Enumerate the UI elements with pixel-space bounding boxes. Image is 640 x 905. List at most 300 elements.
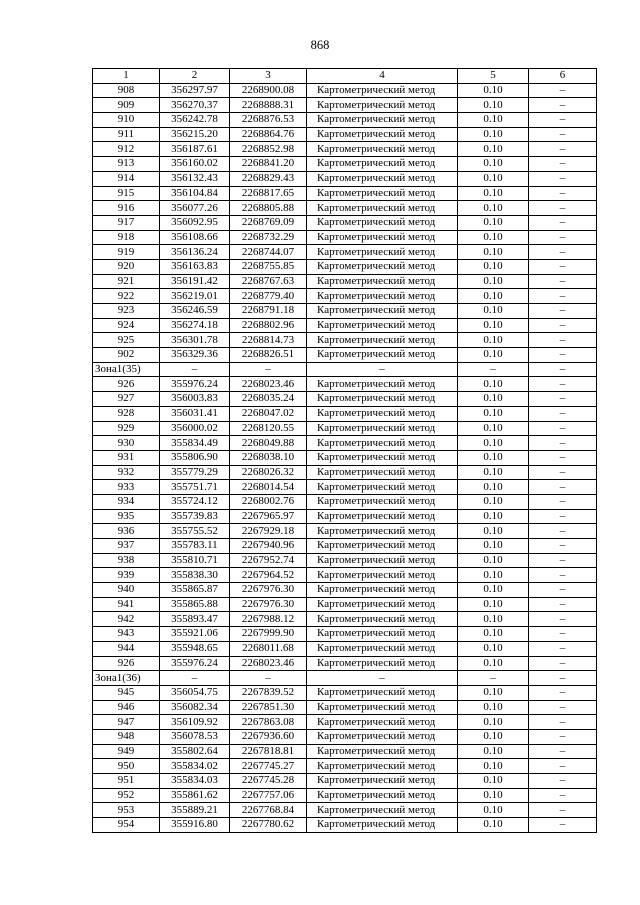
point-number-cell: 908 <box>93 83 160 98</box>
table-row <box>93 98 597 113</box>
x-coordinate-cell: 355948.65 <box>160 641 230 656</box>
y-coordinate-cell: 2267976.30 <box>230 597 307 612</box>
point-number-cell: 917 <box>93 215 160 230</box>
x-coordinate-cell: 356082.34 <box>160 700 230 715</box>
point-number-cell: 931 <box>93 450 160 465</box>
y-coordinate-cell: 2268841.20 <box>230 157 307 172</box>
note-cell: – <box>529 142 597 157</box>
accuracy-cell: 0.10 <box>458 113 529 128</box>
method-cell: Картометрический метод <box>307 259 458 274</box>
note-cell: – <box>529 289 597 304</box>
table-row <box>93 509 597 524</box>
accuracy-cell: 0.10 <box>458 774 529 789</box>
x-coordinate-cell: 356092.95 <box>160 215 230 230</box>
accuracy-cell: 0.10 <box>458 259 529 274</box>
note-cell: – <box>529 480 597 495</box>
accuracy-cell: 0.10 <box>458 494 529 509</box>
x-coordinate-cell: 355739.83 <box>160 509 230 524</box>
point-number-cell: 924 <box>93 318 160 333</box>
point-number-cell: 911 <box>93 127 160 142</box>
note-cell: – <box>529 98 597 113</box>
x-coordinate-cell: 356270.37 <box>160 98 230 113</box>
table-row <box>93 201 597 216</box>
note-cell: – <box>529 348 597 363</box>
y-coordinate-cell: 2267851.30 <box>230 700 307 715</box>
table-row <box>93 377 597 392</box>
column-header-6: 6 <box>529 69 597 84</box>
accuracy-cell: 0.10 <box>458 377 529 392</box>
point-number-cell: 948 <box>93 729 160 744</box>
accuracy-cell: 0.10 <box>458 318 529 333</box>
y-coordinate-cell: 2267745.27 <box>230 759 307 774</box>
accuracy-cell: 0.10 <box>458 715 529 730</box>
accuracy-cell: 0.10 <box>458 348 529 363</box>
x-coordinate-cell: 355724.12 <box>160 494 230 509</box>
accuracy-cell: 0.10 <box>458 612 529 627</box>
y-coordinate-cell: 2268120.55 <box>230 421 307 436</box>
method-cell: Картометрический метод <box>307 113 458 128</box>
y-coordinate-cell: 2268002.76 <box>230 494 307 509</box>
method-cell: Картометрический метод <box>307 127 458 142</box>
table-row <box>93 113 597 128</box>
method-cell: – <box>307 671 458 686</box>
table-row <box>93 729 597 744</box>
accuracy-cell: 0.10 <box>458 568 529 583</box>
accuracy-cell: 0.10 <box>458 406 529 421</box>
point-number-cell: 930 <box>93 436 160 451</box>
note-cell: – <box>529 392 597 407</box>
note-cell: – <box>529 744 597 759</box>
table-row <box>93 597 597 612</box>
table-row <box>93 494 597 509</box>
method-cell: Картометрический метод <box>307 157 458 172</box>
y-coordinate-cell: 2267976.30 <box>230 583 307 598</box>
table-row <box>93 774 597 789</box>
note-cell: – <box>529 627 597 642</box>
method-cell: Картометрический метод <box>307 612 458 627</box>
table-row <box>93 788 597 803</box>
x-coordinate-cell: 355751.71 <box>160 480 230 495</box>
y-coordinate-cell: 2268876.53 <box>230 113 307 128</box>
point-number-cell: 953 <box>93 803 160 818</box>
accuracy-cell: 0.10 <box>458 803 529 818</box>
table-row <box>93 348 597 363</box>
x-coordinate-cell: 355783.11 <box>160 539 230 554</box>
table-row <box>93 465 597 480</box>
table-row <box>93 157 597 172</box>
y-coordinate-cell: 2267768.84 <box>230 803 307 818</box>
y-coordinate-cell: 2268852.98 <box>230 142 307 157</box>
y-coordinate-cell: 2267780.62 <box>230 818 307 833</box>
method-cell: Картометрический метод <box>307 788 458 803</box>
method-cell: Картометрический метод <box>307 465 458 480</box>
note-cell: – <box>529 524 597 539</box>
accuracy-cell: 0.10 <box>458 583 529 598</box>
method-cell: Картометрический метод <box>307 289 458 304</box>
point-number-cell: 928 <box>93 406 160 421</box>
point-number-cell: 939 <box>93 568 160 583</box>
y-coordinate-cell: – <box>230 362 307 377</box>
note-cell: – <box>529 597 597 612</box>
method-cell: Картометрический метод <box>307 539 458 554</box>
accuracy-cell: 0.10 <box>458 759 529 774</box>
table-row <box>93 142 597 157</box>
y-coordinate-cell: 2268900.08 <box>230 83 307 98</box>
x-coordinate-cell: 355865.88 <box>160 597 230 612</box>
note-cell: – <box>529 421 597 436</box>
note-cell: – <box>529 259 597 274</box>
point-number-cell: 920 <box>93 259 160 274</box>
note-cell: – <box>529 539 597 554</box>
accuracy-cell: – <box>458 362 529 377</box>
accuracy-cell: 0.10 <box>458 142 529 157</box>
x-coordinate-cell: 355889.21 <box>160 803 230 818</box>
x-coordinate-cell: 355779.29 <box>160 465 230 480</box>
point-number-cell: 941 <box>93 597 160 612</box>
note-cell: – <box>529 465 597 480</box>
accuracy-cell: 0.10 <box>458 627 529 642</box>
y-coordinate-cell: 2267839.52 <box>230 685 307 700</box>
note-cell: – <box>529 436 597 451</box>
y-coordinate-cell: 2268049.88 <box>230 436 307 451</box>
method-cell: Картометрический метод <box>307 215 458 230</box>
accuracy-cell: 0.10 <box>458 480 529 495</box>
method-cell: Картометрический метод <box>307 553 458 568</box>
y-coordinate-cell: 2267929.18 <box>230 524 307 539</box>
accuracy-cell: 0.10 <box>458 230 529 245</box>
table-row <box>93 245 597 260</box>
accuracy-cell: 0.10 <box>458 98 529 113</box>
x-coordinate-cell: 355893.47 <box>160 612 230 627</box>
point-number-cell: 935 <box>93 509 160 524</box>
point-number-cell: 914 <box>93 171 160 186</box>
point-number-cell: 910 <box>93 113 160 128</box>
y-coordinate-cell: 2268732.29 <box>230 230 307 245</box>
y-coordinate-cell: 2268023.46 <box>230 656 307 671</box>
accuracy-cell: 0.10 <box>458 215 529 230</box>
table-row <box>93 259 597 274</box>
note-cell: – <box>529 377 597 392</box>
column-header-3: 3 <box>230 69 307 84</box>
x-coordinate-cell: 355916.80 <box>160 818 230 833</box>
note-cell: – <box>529 494 597 509</box>
x-coordinate-cell: 356215.20 <box>160 127 230 142</box>
table-row <box>93 685 597 700</box>
method-cell: Картометрический метод <box>307 392 458 407</box>
y-coordinate-cell: 2268755.85 <box>230 259 307 274</box>
note-cell: – <box>529 186 597 201</box>
column-header-1: 1 <box>93 69 160 84</box>
accuracy-cell: 0.10 <box>458 744 529 759</box>
x-coordinate-cell: 356187.61 <box>160 142 230 157</box>
point-number-cell: 940 <box>93 583 160 598</box>
note-cell: – <box>529 245 597 260</box>
y-coordinate-cell: 2268767.63 <box>230 274 307 289</box>
x-coordinate-cell: 356191.42 <box>160 274 230 289</box>
method-cell: Картометрический метод <box>307 818 458 833</box>
note-cell: – <box>529 171 597 186</box>
accuracy-cell: 0.10 <box>458 201 529 216</box>
point-number-cell: 921 <box>93 274 160 289</box>
x-coordinate-cell: 356163.83 <box>160 259 230 274</box>
note-cell: – <box>529 656 597 671</box>
x-coordinate-cell: 355976.24 <box>160 656 230 671</box>
point-number-cell: 925 <box>93 333 160 348</box>
y-coordinate-cell: 2268864.76 <box>230 127 307 142</box>
accuracy-cell: 0.10 <box>458 171 529 186</box>
x-coordinate-cell: 355802.64 <box>160 744 230 759</box>
x-coordinate-cell: 356301.78 <box>160 333 230 348</box>
table-row <box>93 744 597 759</box>
note-cell: – <box>529 450 597 465</box>
x-coordinate-cell: 356136.24 <box>160 245 230 260</box>
table-row <box>93 715 597 730</box>
note-cell: – <box>529 803 597 818</box>
method-cell: Картометрический метод <box>307 406 458 421</box>
zone-label-cell: Зона1(35) <box>93 362 160 377</box>
point-number-cell: 902 <box>93 348 160 363</box>
table-row <box>93 700 597 715</box>
coordinates-table <box>92 68 597 833</box>
x-coordinate-cell: 355810.71 <box>160 553 230 568</box>
y-coordinate-cell: 2268023.46 <box>230 377 307 392</box>
y-coordinate-cell: 2268817.65 <box>230 186 307 201</box>
accuracy-cell: 0.10 <box>458 304 529 319</box>
y-coordinate-cell: 2267745.28 <box>230 774 307 789</box>
table-row <box>93 127 597 142</box>
table-row <box>93 406 597 421</box>
x-coordinate-cell: 355806.90 <box>160 450 230 465</box>
method-cell: Картометрический метод <box>307 377 458 392</box>
table-row <box>93 186 597 201</box>
y-coordinate-cell: 2267818.81 <box>230 744 307 759</box>
method-cell: Картометрический метод <box>307 230 458 245</box>
accuracy-cell: 0.10 <box>458 186 529 201</box>
point-number-cell: 918 <box>93 230 160 245</box>
x-coordinate-cell: 356132.43 <box>160 171 230 186</box>
table-row <box>93 230 597 245</box>
table-row <box>93 818 597 833</box>
method-cell: Картометрический метод <box>307 524 458 539</box>
x-coordinate-cell: 356108.66 <box>160 230 230 245</box>
method-cell: Картометрический метод <box>307 744 458 759</box>
method-cell: Картометрический метод <box>307 715 458 730</box>
column-header-2: 2 <box>160 69 230 84</box>
method-cell: Картометрический метод <box>307 421 458 436</box>
x-coordinate-cell: 356054.75 <box>160 685 230 700</box>
x-coordinate-cell: 356031.41 <box>160 406 230 421</box>
y-coordinate-cell: 2268888.31 <box>230 98 307 113</box>
accuracy-cell: 0.10 <box>458 289 529 304</box>
accuracy-cell: 0.10 <box>458 788 529 803</box>
accuracy-cell: 0.10 <box>458 157 529 172</box>
accuracy-cell: 0.10 <box>458 524 529 539</box>
point-number-cell: 933 <box>93 480 160 495</box>
y-coordinate-cell: 2268744.07 <box>230 245 307 260</box>
note-cell: – <box>529 113 597 128</box>
accuracy-cell: 0.10 <box>458 597 529 612</box>
y-coordinate-cell: 2267936.60 <box>230 729 307 744</box>
y-coordinate-cell: 2268035.24 <box>230 392 307 407</box>
point-number-cell: 919 <box>93 245 160 260</box>
accuracy-cell: 0.10 <box>458 274 529 289</box>
accuracy-cell: 0.10 <box>458 465 529 480</box>
accuracy-cell: 0.10 <box>458 539 529 554</box>
note-cell: – <box>529 230 597 245</box>
table-row <box>93 583 597 598</box>
x-coordinate-cell: 356109.92 <box>160 715 230 730</box>
y-coordinate-cell: 2268814.73 <box>230 333 307 348</box>
point-number-cell: 952 <box>93 788 160 803</box>
x-coordinate-cell: 355976.24 <box>160 377 230 392</box>
table-row <box>93 392 597 407</box>
x-coordinate-cell: 356297.97 <box>160 83 230 98</box>
accuracy-cell: 0.10 <box>458 127 529 142</box>
table-row <box>93 524 597 539</box>
y-coordinate-cell: 2268038.10 <box>230 450 307 465</box>
y-coordinate-cell: 2268026.32 <box>230 465 307 480</box>
point-number-cell: 949 <box>93 744 160 759</box>
accuracy-cell: – <box>458 671 529 686</box>
point-number-cell: 938 <box>93 553 160 568</box>
method-cell: Картометрический метод <box>307 450 458 465</box>
method-cell: Картометрический метод <box>307 304 458 319</box>
y-coordinate-cell: 2268829.43 <box>230 171 307 186</box>
method-cell: Картометрический метод <box>307 568 458 583</box>
y-coordinate-cell: 2268805.88 <box>230 201 307 216</box>
note-cell: – <box>529 304 597 319</box>
table-row <box>93 480 597 495</box>
point-number-cell: 943 <box>93 627 160 642</box>
y-coordinate-cell: 2268791.18 <box>230 304 307 319</box>
point-number-cell: 923 <box>93 304 160 319</box>
x-coordinate-cell: 355865.87 <box>160 583 230 598</box>
note-cell: – <box>529 729 597 744</box>
method-cell: – <box>307 362 458 377</box>
table-row <box>93 450 597 465</box>
method-cell: Картометрический метод <box>307 201 458 216</box>
table-body <box>93 83 597 832</box>
x-coordinate-cell: 356077.26 <box>160 201 230 216</box>
x-coordinate-cell: 356104.84 <box>160 186 230 201</box>
note-cell: – <box>529 215 597 230</box>
note-cell: – <box>529 127 597 142</box>
note-cell: – <box>529 671 597 686</box>
method-cell: Картометрический метод <box>307 436 458 451</box>
x-coordinate-cell: 355921.06 <box>160 627 230 642</box>
y-coordinate-cell: 2267952.74 <box>230 553 307 568</box>
point-number-cell: 951 <box>93 774 160 789</box>
x-coordinate-cell: 356329.36 <box>160 348 230 363</box>
note-cell: – <box>529 274 597 289</box>
y-coordinate-cell: 2267965.97 <box>230 509 307 524</box>
accuracy-cell: 0.10 <box>458 450 529 465</box>
note-cell: – <box>529 406 597 421</box>
point-number-cell: 912 <box>93 142 160 157</box>
table-row <box>93 553 597 568</box>
note-cell: – <box>529 759 597 774</box>
x-coordinate-cell: 356219.01 <box>160 289 230 304</box>
table-row <box>93 171 597 186</box>
zone-row <box>93 362 597 377</box>
y-coordinate-cell: 2267863.08 <box>230 715 307 730</box>
table-row <box>93 539 597 554</box>
y-coordinate-cell: 2268011.68 <box>230 641 307 656</box>
method-cell: Картометрический метод <box>307 597 458 612</box>
method-cell: Картометрический метод <box>307 803 458 818</box>
note-cell: – <box>529 362 597 377</box>
y-coordinate-cell: 2268802.96 <box>230 318 307 333</box>
table-row <box>93 568 597 583</box>
table-row <box>93 83 597 98</box>
method-cell: Картометрический метод <box>307 656 458 671</box>
table-row <box>93 421 597 436</box>
table-header-row <box>93 69 597 84</box>
point-number-cell: 929 <box>93 421 160 436</box>
method-cell: Картометрический метод <box>307 729 458 744</box>
method-cell: Картометрический метод <box>307 583 458 598</box>
table-row <box>93 274 597 289</box>
accuracy-cell: 0.10 <box>458 729 529 744</box>
table-row <box>93 289 597 304</box>
point-number-cell: 944 <box>93 641 160 656</box>
table-row <box>93 318 597 333</box>
y-coordinate-cell: 2268779.40 <box>230 289 307 304</box>
table-row <box>93 656 597 671</box>
point-number-cell: 932 <box>93 465 160 480</box>
x-coordinate-cell: 356003.83 <box>160 392 230 407</box>
point-number-cell: 946 <box>93 700 160 715</box>
note-cell: – <box>529 774 597 789</box>
note-cell: – <box>529 685 597 700</box>
x-coordinate-cell: 356160.02 <box>160 157 230 172</box>
note-cell: – <box>529 818 597 833</box>
note-cell: – <box>529 583 597 598</box>
x-coordinate-cell: 355838.30 <box>160 568 230 583</box>
x-coordinate-cell: 355834.02 <box>160 759 230 774</box>
method-cell: Картометрический метод <box>307 480 458 495</box>
zone-label-cell: Зона1(36) <box>93 671 160 686</box>
accuracy-cell: 0.10 <box>458 553 529 568</box>
method-cell: Картометрический метод <box>307 759 458 774</box>
method-cell: Картометрический метод <box>307 627 458 642</box>
zone-row <box>93 671 597 686</box>
table-row <box>93 803 597 818</box>
note-cell: – <box>529 553 597 568</box>
method-cell: Картометрический метод <box>307 98 458 113</box>
point-number-cell: 927 <box>93 392 160 407</box>
accuracy-cell: 0.10 <box>458 333 529 348</box>
x-coordinate-cell: – <box>160 671 230 686</box>
point-number-cell: 916 <box>93 201 160 216</box>
method-cell: Картометрический метод <box>307 494 458 509</box>
note-cell: – <box>529 509 597 524</box>
accuracy-cell: 0.10 <box>458 392 529 407</box>
point-number-cell: 937 <box>93 539 160 554</box>
x-coordinate-cell: 356242.78 <box>160 113 230 128</box>
point-number-cell: 947 <box>93 715 160 730</box>
accuracy-cell: 0.10 <box>458 421 529 436</box>
table-row <box>93 627 597 642</box>
table-row <box>93 759 597 774</box>
accuracy-cell: 0.10 <box>458 818 529 833</box>
note-cell: – <box>529 333 597 348</box>
y-coordinate-cell: 2268826.51 <box>230 348 307 363</box>
accuracy-cell: 0.10 <box>458 700 529 715</box>
column-header-5: 5 <box>458 69 529 84</box>
table-row <box>93 333 597 348</box>
note-cell: – <box>529 201 597 216</box>
